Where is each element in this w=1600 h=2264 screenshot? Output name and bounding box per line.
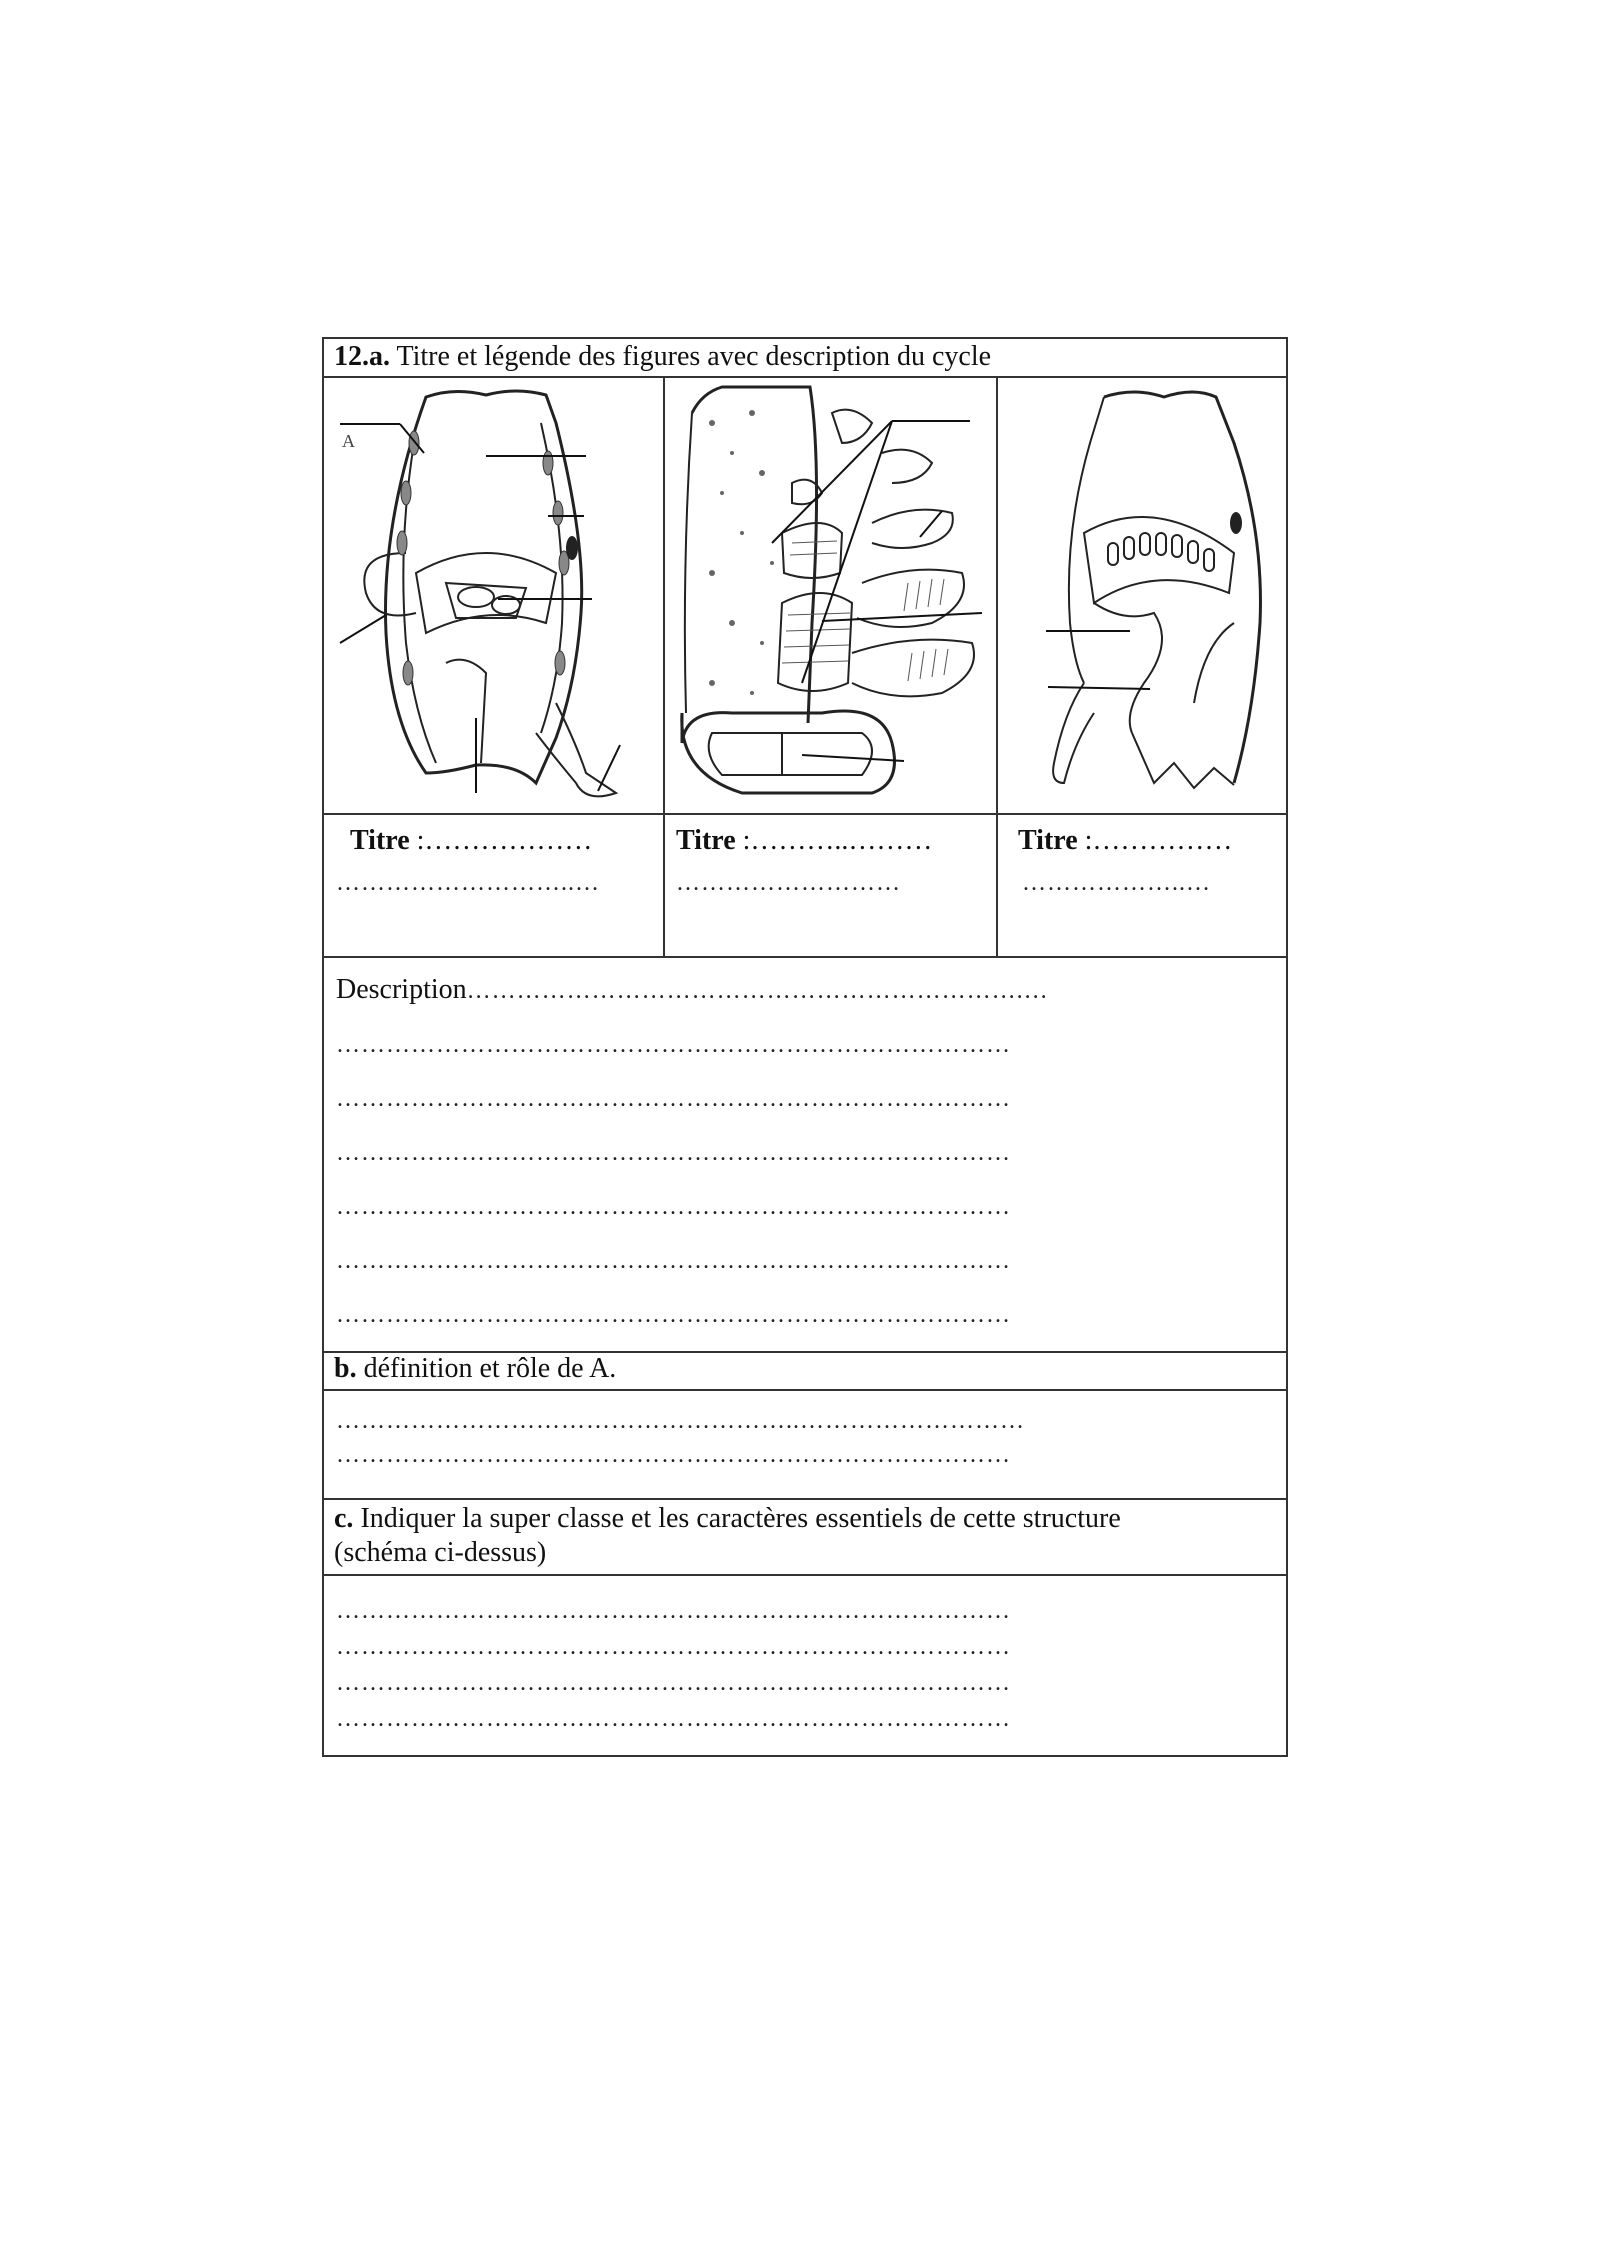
figure-2-title-dots: :………..………	[735, 825, 933, 856]
description-line: ………………………………………………………………………	[336, 1140, 1011, 1166]
divider	[322, 376, 1288, 378]
figure-3-title-label: Titre	[1018, 825, 1078, 856]
column-divider	[663, 376, 665, 956]
question-12c-text: Indiquer la super classe et les caractères essentiels de cette structure	[360, 1503, 1121, 1534]
figure-1-diagram	[336, 383, 656, 807]
question-12b-heading	[334, 1353, 616, 1385]
question-12b-text: définition et rôle de A.	[363, 1353, 617, 1384]
description-line: ………………………………………………………………………	[336, 1302, 1011, 1328]
description-label: Description	[336, 974, 467, 1005]
question-12a-heading	[334, 341, 991, 373]
question-12c-heading	[334, 1503, 1121, 1535]
figure-2-title	[676, 825, 932, 857]
figure-3-title-line2: ………………..…	[1022, 870, 1211, 896]
question-12c-number: c.	[334, 1503, 354, 1534]
figure-1-title-dots: :………………	[409, 825, 593, 856]
question-12a-number: 12.a.	[334, 341, 390, 372]
figure-1-title-line2: ………………………..…	[336, 870, 600, 896]
figure-2-title-label: Titre	[676, 825, 736, 856]
figure-2-title-line2: ………………………	[676, 870, 901, 896]
divider	[322, 1574, 1288, 1576]
description-line: ………………………………………………………………………	[336, 1194, 1011, 1220]
figure-1-title	[350, 825, 592, 857]
divider	[322, 956, 1288, 958]
description-first-line: ………………………………………………………….…	[466, 978, 1049, 1004]
worksheet	[322, 337, 1288, 1757]
figure-3-title-dots: :……………	[1077, 825, 1233, 856]
answer-line: ………………………………………………..………………………	[336, 1408, 1025, 1434]
answer-line: ………………………………………………………………………	[336, 1706, 1011, 1732]
column-divider	[996, 376, 998, 956]
divider	[322, 1389, 1288, 1391]
figure-3-title	[1018, 825, 1232, 857]
divider	[322, 813, 1288, 815]
divider	[322, 1498, 1288, 1500]
question-12b-number: b.	[334, 1353, 357, 1384]
figure-1-title-label: Titre	[350, 825, 410, 856]
question-12c-text-line2: (schéma ci-dessus)	[334, 1537, 547, 1568]
question-12a-text: Titre et légende des figures avec description du cycle	[396, 341, 992, 372]
figure-1-label-a: A	[342, 431, 355, 451]
description-heading	[336, 974, 1049, 1006]
figure-3-diagram	[1004, 383, 1282, 807]
answer-line: ………………………………………………………………………	[336, 1598, 1011, 1624]
answer-line: ………………………………………………………………………	[336, 1442, 1011, 1468]
description-line: ………………………………………………………………………	[336, 1248, 1011, 1274]
answer-line: ………………………………………………………………………	[336, 1670, 1011, 1696]
figure-2-diagram	[672, 383, 990, 807]
description-line: ………………………………………………………………………	[336, 1086, 1011, 1112]
description-line: ………………………………………………………………………	[336, 1032, 1011, 1058]
answer-line: ………………………………………………………………………	[336, 1634, 1011, 1660]
